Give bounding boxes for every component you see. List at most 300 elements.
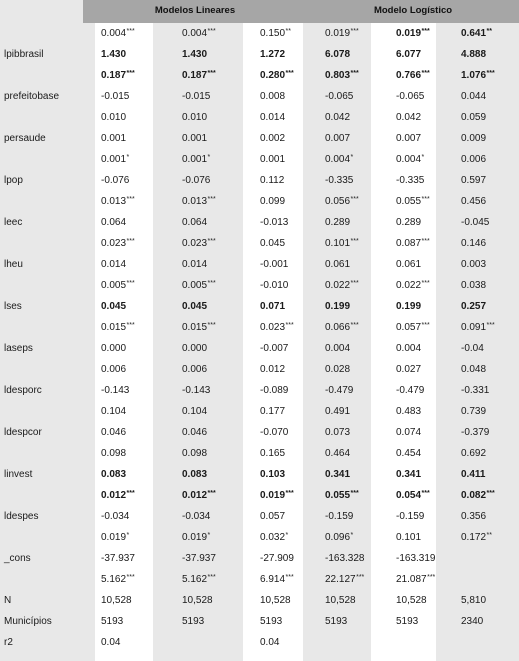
cell-value: -0.034 [182, 511, 211, 522]
significance-stars: ** [486, 532, 492, 539]
table-row [0, 23, 519, 44]
table-row [0, 422, 519, 443]
table-row [0, 464, 519, 485]
table-cell [448, 65, 519, 86]
cell-value: 5193 [101, 616, 124, 627]
table-cell [311, 611, 379, 632]
row-label: laseps [4, 343, 33, 354]
cell-value: 0.257 [461, 301, 487, 312]
table-cell [448, 401, 519, 422]
table-cell [448, 275, 519, 296]
significance-stars: * [207, 154, 211, 161]
row-label: lpop [4, 175, 23, 186]
table-cell [83, 128, 163, 149]
regression-table [0, 23, 519, 653]
table-cell [239, 170, 311, 191]
cell-value: 10,528 [101, 595, 132, 606]
cell-value: 0.692 [461, 448, 487, 459]
cell-value: 0.003 [461, 259, 487, 270]
cell-value: 0.083 [101, 469, 127, 480]
table-cell [379, 23, 448, 44]
cell-value: 0.059 [461, 112, 487, 123]
cell-value: -0.070 [260, 427, 289, 438]
significance-stars: *** [285, 322, 294, 329]
cell-value: 0.187 [101, 70, 127, 81]
significance-stars: *** [350, 490, 359, 497]
table-cell [379, 296, 448, 317]
cell-value: 0.014 [182, 259, 208, 270]
table-cell [239, 149, 311, 170]
cell-value: 5193 [260, 616, 283, 627]
table-cell [83, 44, 163, 65]
table-cell [163, 44, 239, 65]
cell-value: 0.341 [396, 469, 422, 480]
cell-value: 0.112 [260, 175, 285, 186]
cell-value: 0.013 [182, 196, 208, 207]
significance-stars: *** [207, 238, 216, 245]
row-label [0, 233, 83, 254]
table-cell [83, 506, 163, 527]
table-cell [379, 422, 448, 443]
row-label [0, 485, 83, 506]
cell-value: 0.172 [461, 532, 487, 543]
table-cell [311, 422, 379, 443]
cell-value: 0.101 [325, 238, 351, 249]
table-cell [448, 23, 519, 44]
cell-value: -0.143 [101, 385, 130, 396]
cell-value: 0.015 [182, 322, 208, 333]
cell-value: 0.483 [396, 406, 422, 417]
table-cell [311, 317, 379, 338]
table-cell [379, 128, 448, 149]
cell-value: 0.012 [182, 490, 208, 501]
cell-value: 0.061 [325, 259, 351, 270]
significance-stars: *** [421, 490, 430, 497]
table-cell [311, 485, 379, 506]
table-row [0, 233, 519, 254]
table-cell [448, 86, 519, 107]
cell-value: 0.008 [260, 91, 286, 102]
table-cell [448, 443, 519, 464]
row-label: persaude [4, 133, 46, 144]
table-cell [311, 380, 379, 401]
table-cell [239, 212, 311, 233]
cell-value: 0.038 [461, 280, 487, 291]
table-cell [311, 401, 379, 422]
cell-value: 0.082 [461, 490, 487, 501]
cell-value: -0.335 [396, 175, 425, 186]
table-cell [311, 128, 379, 149]
table-cell [448, 212, 519, 233]
table-cell [379, 611, 448, 632]
table-cell [83, 611, 163, 632]
table-cell [448, 464, 519, 485]
cell-value: 0.045 [101, 301, 127, 312]
table-cell [379, 359, 448, 380]
row-label: Municípios [4, 616, 52, 627]
cell-value: 0.019 [260, 490, 286, 501]
table-cell [163, 422, 239, 443]
table-row [0, 296, 519, 317]
table-cell [83, 317, 163, 338]
cell-value: -0.143 [182, 385, 211, 396]
table-row [0, 170, 519, 191]
table-cell [163, 149, 239, 170]
table-row [0, 485, 519, 506]
table-header [0, 0, 519, 23]
table-cell [83, 191, 163, 212]
significance-stars: * [350, 532, 354, 539]
table-cell [239, 380, 311, 401]
row-label: ldespcor [4, 427, 42, 438]
table-cell [448, 107, 519, 128]
table-cell [239, 611, 311, 632]
table-cell [448, 422, 519, 443]
table-cell [163, 338, 239, 359]
cell-value: -0.379 [461, 427, 490, 438]
table-row [0, 443, 519, 464]
significance-stars: ** [285, 28, 291, 35]
significance-stars: *** [350, 280, 359, 287]
table-cell [163, 317, 239, 338]
table-cell [311, 548, 379, 569]
row-label [0, 65, 83, 86]
cell-value: 0.045 [260, 238, 286, 249]
significance-stars: *** [350, 238, 359, 245]
table-row [0, 212, 519, 233]
cell-value: -27.909 [260, 553, 294, 564]
table-cell [379, 170, 448, 191]
table-cell [379, 401, 448, 422]
cell-value: 5.162 [182, 574, 208, 585]
table-body [0, 23, 519, 653]
table-row [0, 611, 519, 632]
cell-value: 0.006 [101, 364, 127, 375]
cell-value: 10,528 [396, 595, 427, 606]
cell-value: 0.027 [396, 364, 422, 375]
cell-value: 0.739 [461, 406, 487, 417]
table-cell [239, 443, 311, 464]
significance-stars: * [126, 532, 130, 539]
table-cell [311, 338, 379, 359]
table-cell [379, 338, 448, 359]
significance-stars: *** [285, 574, 294, 581]
table-cell [83, 275, 163, 296]
table-cell [379, 506, 448, 527]
cell-value: -0.015 [101, 91, 130, 102]
cell-value: 0.000 [101, 343, 127, 354]
cell-value: 0.098 [182, 448, 208, 459]
significance-stars: *** [350, 70, 359, 77]
significance-stars: *** [126, 490, 135, 497]
table-row [0, 506, 519, 527]
table-cell [311, 107, 379, 128]
row-label [0, 527, 83, 548]
significance-stars: * [126, 154, 130, 161]
cell-value: 10,528 [325, 595, 356, 606]
table-cell [379, 65, 448, 86]
table-cell [311, 569, 379, 590]
cell-value: 0.007 [396, 133, 422, 144]
cell-value: 0.001 [182, 133, 208, 144]
table-row [0, 632, 519, 653]
table-cell [448, 548, 519, 569]
cell-value: -0.013 [260, 217, 289, 228]
cell-value: 0.055 [396, 196, 422, 207]
cell-value: 0.091 [461, 322, 487, 333]
cell-value: -0.045 [461, 217, 490, 228]
table-cell [83, 170, 163, 191]
table-row [0, 191, 519, 212]
table-cell [163, 569, 239, 590]
cell-value: 0.064 [101, 217, 127, 228]
cell-value: 0.019 [396, 28, 422, 39]
row-label [0, 149, 83, 170]
table-cell [448, 485, 519, 506]
row-label [0, 569, 83, 590]
cell-value: 10,528 [182, 595, 213, 606]
cell-value: -37.937 [182, 553, 216, 564]
table-cell [239, 317, 311, 338]
cell-value: 4.888 [461, 49, 487, 60]
cell-value: 0.019 [101, 532, 127, 543]
significance-stars: *** [427, 574, 436, 581]
cell-value: 0.019 [182, 532, 208, 543]
cell-value: 0.454 [396, 448, 422, 459]
significance-stars: *** [126, 574, 135, 581]
cell-value: 0.104 [182, 406, 208, 417]
cell-value: 0.045 [182, 301, 208, 312]
table-cell [448, 44, 519, 65]
table-cell [239, 590, 311, 611]
cell-value: -0.015 [182, 91, 211, 102]
cell-value: -163.328 [325, 553, 365, 564]
table-row [0, 380, 519, 401]
cell-value: 0.006 [182, 364, 208, 375]
cell-value: 0.001 [101, 154, 127, 165]
table-cell [163, 65, 239, 86]
table-cell [239, 401, 311, 422]
significance-stars: *** [356, 574, 365, 581]
table-cell [163, 233, 239, 254]
cell-value: 0.055 [325, 490, 351, 501]
row-label: ldesporc [4, 385, 42, 396]
row-label: prefeitobase [4, 91, 60, 102]
row-label [0, 401, 83, 422]
table-cell [379, 569, 448, 590]
cell-value: 0.004 [325, 154, 351, 165]
table-cell [83, 107, 163, 128]
table-cell [163, 464, 239, 485]
table-cell [239, 44, 311, 65]
table-cell [83, 359, 163, 380]
cell-value: 0.199 [396, 301, 422, 312]
cell-value: 0.165 [260, 448, 286, 459]
cell-value: 0.098 [101, 448, 127, 459]
table-cell [448, 191, 519, 212]
significance-stars: *** [207, 490, 216, 497]
cell-value: 0.048 [461, 364, 487, 375]
table-cell [448, 317, 519, 338]
table-cell [163, 128, 239, 149]
table-cell [83, 338, 163, 359]
significance-stars: *** [207, 280, 216, 287]
cell-value: 0.010 [101, 112, 127, 123]
table-cell [311, 65, 379, 86]
table-cell [239, 86, 311, 107]
table-cell [83, 569, 163, 590]
table-cell [379, 485, 448, 506]
table-cell [448, 338, 519, 359]
significance-stars: *** [486, 322, 495, 329]
table-cell [83, 65, 163, 86]
table-cell [239, 233, 311, 254]
table-cell [379, 149, 448, 170]
row-label: leec [4, 217, 23, 228]
significance-stars: *** [285, 490, 294, 497]
cell-value: 0.280 [260, 70, 286, 81]
table-cell [163, 86, 239, 107]
table-cell [83, 590, 163, 611]
table-cell [311, 527, 379, 548]
table-cell [311, 464, 379, 485]
table-cell [239, 548, 311, 569]
cell-value: -0.001 [260, 259, 289, 270]
table-cell [448, 233, 519, 254]
table-cell [163, 506, 239, 527]
cell-value: 0.004 [396, 154, 422, 165]
cell-value: -0.065 [325, 91, 354, 102]
table-cell [239, 527, 311, 548]
table-cell [83, 380, 163, 401]
cell-value: -0.089 [260, 385, 289, 396]
table-cell [83, 212, 163, 233]
cell-value: 0.187 [182, 70, 208, 81]
cell-value: -0.159 [325, 511, 354, 522]
table-cell [83, 632, 163, 653]
significance-stars: *** [207, 574, 216, 581]
cell-value: -163.319 [396, 553, 436, 564]
cell-value: 0.071 [260, 301, 286, 312]
cell-value: 0.023 [260, 322, 286, 333]
cell-value: 0.032 [260, 532, 286, 543]
table-cell [448, 590, 519, 611]
table-cell [163, 191, 239, 212]
table-cell [163, 590, 239, 611]
significance-stars: *** [421, 322, 430, 329]
cell-value: 0.456 [461, 196, 487, 207]
table-cell [239, 422, 311, 443]
table-cell [311, 149, 379, 170]
table-row [0, 254, 519, 275]
table-cell [379, 464, 448, 485]
table-cell [239, 296, 311, 317]
cell-value: 0.150 [260, 28, 286, 39]
table-cell [379, 317, 448, 338]
cell-value: 0.199 [325, 301, 351, 312]
table-cell [239, 275, 311, 296]
table-row [0, 317, 519, 338]
cell-value: 6.078 [325, 49, 351, 60]
table-cell [448, 254, 519, 275]
table-cell [239, 23, 311, 44]
cell-value: 0.044 [461, 91, 487, 102]
table-cell [379, 548, 448, 569]
significance-stars: *** [126, 70, 135, 77]
table-cell [83, 23, 163, 44]
cell-value: 0.014 [101, 259, 127, 270]
significance-stars: *** [126, 196, 135, 203]
cell-value: 0.010 [182, 112, 208, 123]
table-cell [448, 632, 519, 653]
cell-value: 0.464 [325, 448, 351, 459]
cell-value: 0.104 [101, 406, 127, 417]
table-cell [379, 275, 448, 296]
cell-value: 0.491 [325, 406, 351, 417]
table-cell [163, 107, 239, 128]
table-cell [239, 359, 311, 380]
cell-value: 0.000 [182, 343, 208, 354]
table-cell [83, 485, 163, 506]
table-cell [83, 401, 163, 422]
row-label: lses [4, 301, 22, 312]
significance-stars: *** [421, 196, 430, 203]
table-cell [163, 254, 239, 275]
table-cell [163, 611, 239, 632]
cell-value: -0.034 [101, 511, 130, 522]
cell-value: 0.146 [461, 238, 487, 249]
table-cell [83, 527, 163, 548]
cell-value: 1.430 [101, 49, 127, 60]
table-row [0, 275, 519, 296]
cell-value: 0.023 [182, 238, 208, 249]
cell-value: 0.054 [396, 490, 422, 501]
cell-value: 0.009 [461, 133, 487, 144]
cell-value: 0.015 [101, 322, 127, 333]
cell-value: 1.430 [182, 49, 208, 60]
cell-value: 0.064 [182, 217, 208, 228]
table-row [0, 86, 519, 107]
table-cell [239, 506, 311, 527]
cell-value: 0.004 [101, 28, 127, 39]
cell-value: 0.001 [182, 154, 208, 165]
table-cell [239, 65, 311, 86]
cell-value: 0.028 [325, 364, 351, 375]
significance-stars: *** [126, 28, 135, 35]
row-label [0, 191, 83, 212]
header-blank [0, 0, 83, 23]
table-cell [163, 443, 239, 464]
cell-value: 0.356 [461, 511, 487, 522]
table-cell [379, 191, 448, 212]
row-label: N [4, 595, 12, 606]
cell-value: 5193 [182, 616, 205, 627]
table-cell [448, 611, 519, 632]
cell-value: 0.012 [101, 490, 127, 501]
cell-value: 0.341 [325, 469, 351, 480]
cell-value: 5,810 [461, 595, 487, 606]
table-cell [311, 86, 379, 107]
cell-value: 0.766 [396, 70, 422, 81]
cell-value: 5193 [325, 616, 348, 627]
table-cell [448, 359, 519, 380]
cell-value: 0.042 [396, 112, 422, 123]
cell-value: 6.077 [396, 49, 422, 60]
row-label [0, 23, 83, 44]
table-cell [163, 527, 239, 548]
table-cell [239, 128, 311, 149]
cell-value: 0.006 [461, 154, 487, 165]
